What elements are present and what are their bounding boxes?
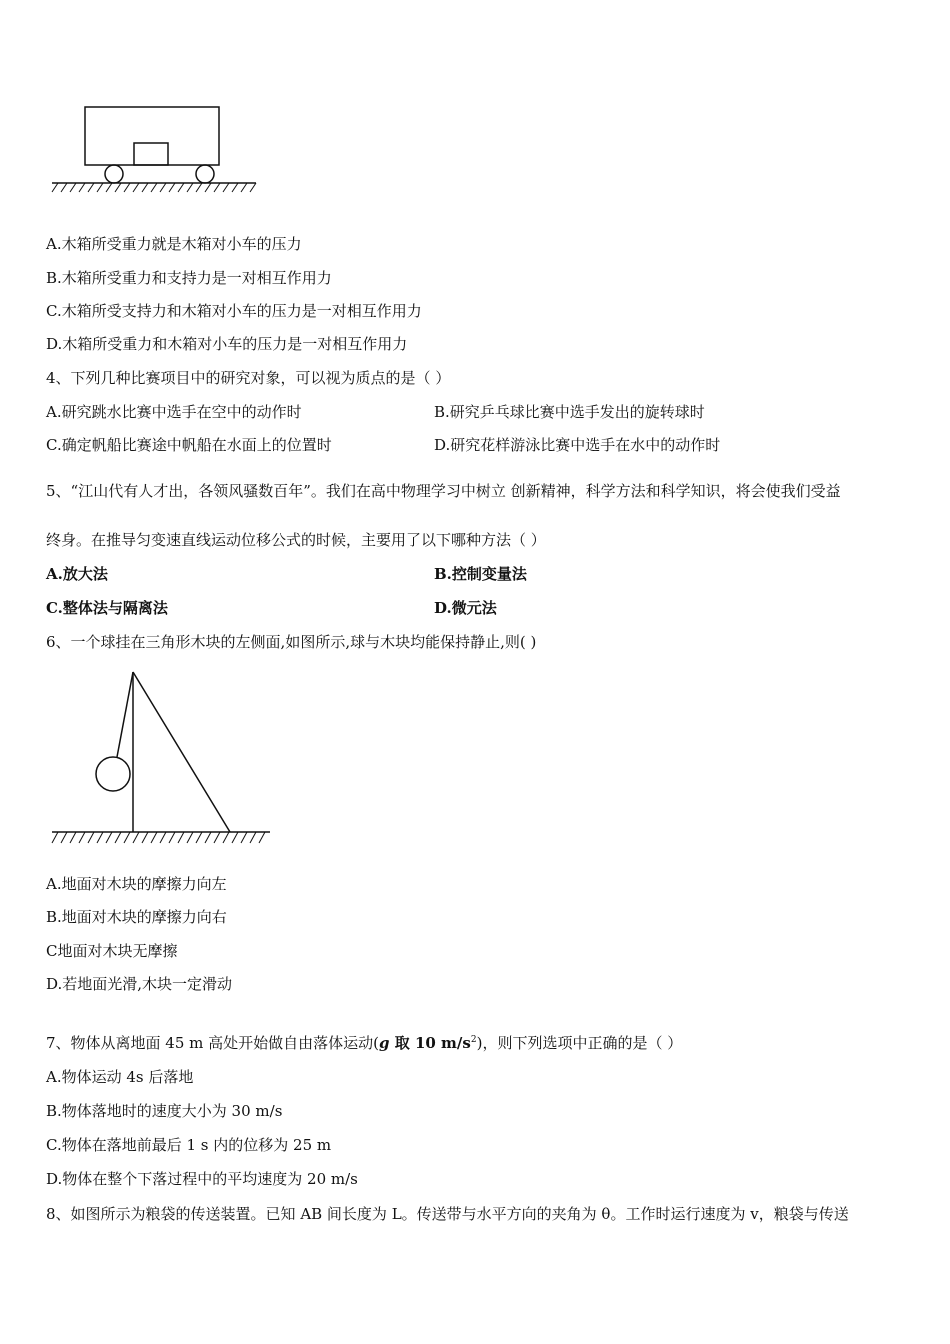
q7-stem-g: g xyxy=(379,1034,390,1052)
q5-option-c: C.整体法与隔离法 xyxy=(46,599,168,617)
q6-option-a: A.地面对木块的摩擦力向左 xyxy=(46,875,227,893)
q3-option-b: B.木箱所受重力和支持力是一对相互作用力 xyxy=(46,269,332,287)
q7-option-c: C.物体在落地前最后 1 s 内的位移为 25 m xyxy=(46,1136,332,1154)
q7-stem xyxy=(46,1033,682,1053)
q6-option-b: B.地面对木块的摩擦力向右 xyxy=(46,908,227,926)
block-slant-side xyxy=(133,672,230,832)
q7-option-d: D.物体在整个下落过程中的平均速度为 20 m/s xyxy=(46,1170,358,1188)
q4-option-a: A.研究跳水比赛中选手在空中的动作时 xyxy=(46,403,302,421)
hanging-ball xyxy=(96,757,130,791)
q6-option-c: C地面对木块无摩擦 xyxy=(46,942,178,960)
q7-stem-part-c: )，则下列选项中正确的是（ ） xyxy=(476,1034,683,1052)
q7-option-b: B.物体落地时的速度大小为 30 m/s xyxy=(46,1102,283,1120)
q4-option-b: B.研究乒乓球比赛中选手发出的旋转球时 xyxy=(434,403,705,421)
q5-stem-line2: 终身。在推导匀变速直线运动位移公式的时候，主要用了以下哪种方法（ ） xyxy=(46,531,546,549)
q7-stem-part-a: 7、物体从离地面 45 m 高处开始做自由落体运动( xyxy=(46,1034,380,1052)
q6-stem: 6、一个球挂在三角形木块的左侧面,如图所示,球与木块均能保持静止,则( ) xyxy=(46,633,537,651)
q5-stem-line1: 5、“江山代有人才出，各领风骚数百年”。我们在高中物理学习中树立 创新精神，科学方法和科学知识，将会使我们受益 xyxy=(46,482,841,500)
q7-option-a: A.物体运动 4s 后落地 xyxy=(46,1068,194,1086)
q6-option-d: D.若地面光滑,木块一定滑动 xyxy=(46,975,233,993)
q3-option-c: C.木箱所受支持力和木箱对小车的压力是一对相互作用力 xyxy=(46,302,422,320)
q5-option-d: D.微元法 xyxy=(434,599,497,617)
ball-block-figure xyxy=(0,0,300,860)
ground-hatching-2 xyxy=(52,832,265,843)
q7-stem-sup: 2 xyxy=(470,1035,477,1045)
q7-stem-part-b: 取 10 m/s xyxy=(389,1034,471,1052)
q3-option-d: D.木箱所受重力和木箱对小车的压力是一对相互作用力 xyxy=(46,335,408,353)
hanging-string xyxy=(117,672,133,757)
q5-option-a: A.放大法 xyxy=(46,565,108,583)
q8-stem: 8、如图所示为粮袋的传送装置。已知 AB 间长度为 L。传送带与水平方向的夹角为 θ。工作时运行速度为 v，粮袋与传送 xyxy=(46,1205,849,1223)
q3-option-a: A.木箱所受重力就是木箱对小车的压力 xyxy=(46,235,302,253)
q5-option-b: B.控制变量法 xyxy=(434,565,527,583)
q4-option-d: D.研究花样游泳比赛中选手在水中的动作时 xyxy=(434,436,721,454)
q4-stem: 4、下列几种比赛项目中的研究对象，可以视为质点的是（ ） xyxy=(46,369,451,387)
q4-option-c: C.确定帆船比赛途中帆船在水面上的位置时 xyxy=(46,436,332,454)
